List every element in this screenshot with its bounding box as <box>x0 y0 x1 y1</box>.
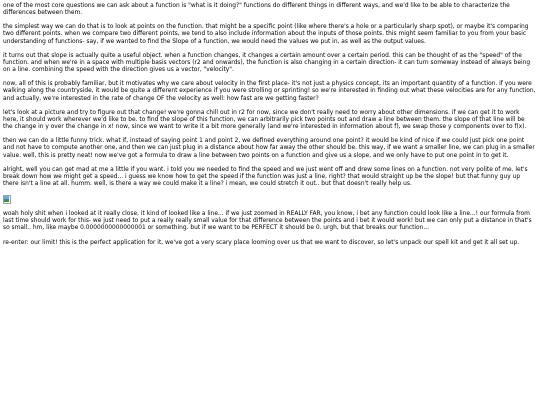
paragraph-trick: then we can do a little funny trick. what if, instead of saying point 1 and point 2, we defined everything around one point? it would be kind of nice if we could just pick one point and not have to compute another one, and then we can just plug in a distance about how far away the other should be. this way, if we want a smaller line, we can plug in a smaller value. well, this is pretty neat! now we've got a formula to draw a line between two points on a function and give us a slope, and we only have to put one point in to get it. <box>3 138 535 159</box>
broken-image-ground <box>4 199 9 202</box>
paragraph-velocity: now, all of this is probably familiar, but it motivates why we care about velocity in the first place- it's not just a physics concept, its an important quantity of a function. if you were walking along the countryside, it would be quite a different experience if you were strolling or sprinting! so we're interested in finding out what these velocities are for any function, and actually, we're interested in the rate of change OF the velocity as well: how fast are we getting faster? <box>3 81 536 102</box>
paragraph-intro: one of the most core questions we can ask about a function is "what is it doing?" functions do different things in different ways, and we'd like to be able to characterize the differences between them. <box>3 3 510 17</box>
paragraph-slope: it turns out that slope is actually quite a useful object. when a function changes, it changes a certain amount over a certain period. this can be thought of as the "speed" of the function. and when we're in a space with multiple basis vectors (r2 and onwards), the function is also changing in a certain direction- it can turn someway instead of always being on a line. combining the speed with the direction gives us a vector, "velocity". <box>3 52 531 74</box>
paragraph-speed: alright, well you can get mad at me a little if you want. i told you we needed to find the speed and we just went off and drew some lines on a function. not very polite of me. let's break down how we might get a speed... i guess we know how to get the speed if the function was just a line, right? that would straight up be the slope! but that funny guy up there isn't a line at all. humm. well, is there a way we could make it a line? i mean, we could stretch it out.. but that doesn't really help us. <box>3 166 528 187</box>
paragraph-points: the simplest way we can do that is to look at points on the function. that might be a specific point (like where there's a hole or a particularly sharp spot), or maybe it's comparing two different points. when we compare two different points, we tend to also include information about the inputs of those points. this might seem familiar to you from your basic understanding of functions- say, if we wanted to find the Slope of a function, we would need the values we put in, as well as the output values. <box>3 24 529 45</box>
paragraph-zoom: woah holy shit when i looked at it really close, it kind of looked like a line... if we just zoomed in REALLY FAR, you know, i bet any function could look like a line...! our formula from last time should work for this- we just need to put a really really small value for that difference between the points and i bet it would work! but we can only put a distance in that's so small.. hm, like maybe 0.0000000000000001 or something. but if we want to be PERFECT it should be 0. urgh, but that breaks our function... <box>3 211 532 232</box>
broken-image-icon <box>3 195 11 204</box>
paragraph-picture: let's look at a picture and try to figure out that change! we're gonna chill out in r2 for now, since we don't really need to worry about other dimensions. if we can get it to work here, it should work wherever we'd like to be. to find the slope of this function, we can arbitrarily pick two points out and draw a line between them. the slope of that line will be the change in y over the change in x! now, since we want to write it a bit more generally (and we're interested in information about f), we swap those y components over to f(x). <box>3 109 527 131</box>
paragraph-limit: re-enter: our limit! this is the perfect application for it, we've got a very scary place looming over us that we want to discover, so let's unpack our spell kit and get it all set up. <box>3 239 520 246</box>
